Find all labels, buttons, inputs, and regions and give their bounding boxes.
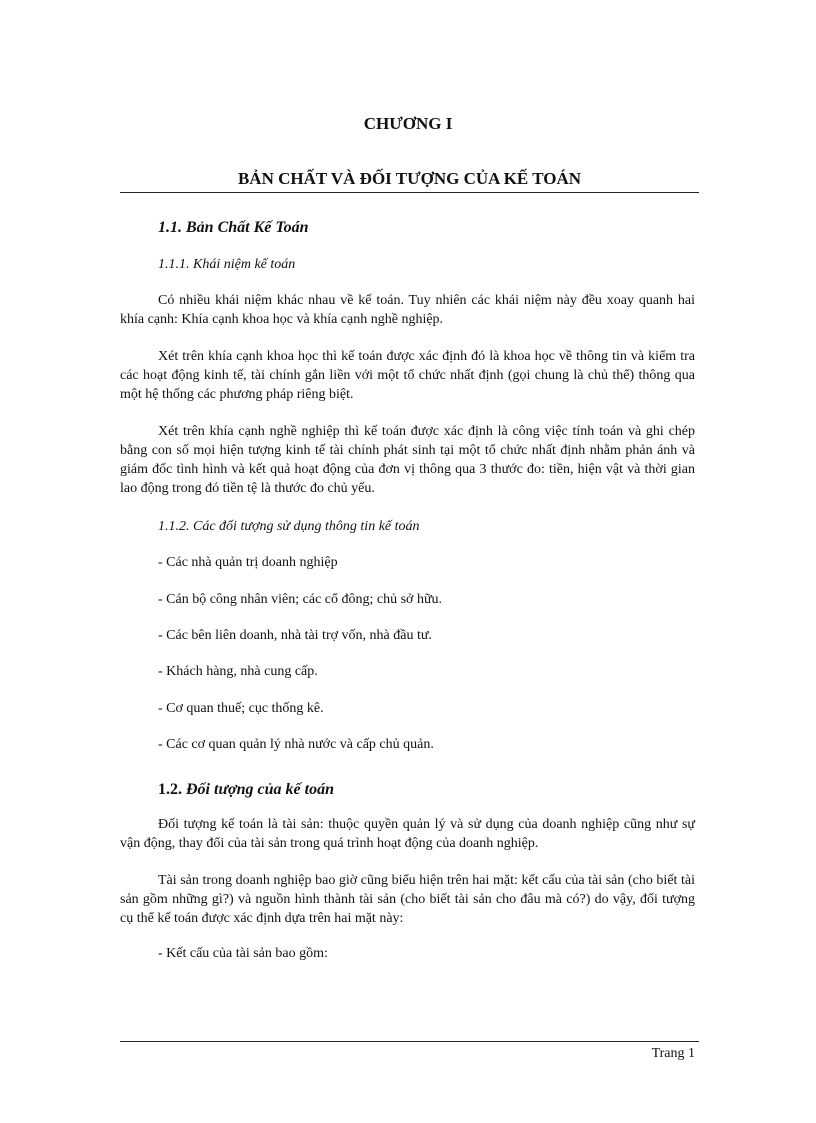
paragraph: Tài sản trong doanh nghiệp bao giờ cũng biểu hiện trên hai mặt: kết cấu của tài sản (cho biết tài sản gồm những gì?) và nguồn hình thành tài sản (cho biết tài sản cho đâu mà có?) do vậy, đối tượng cụ thể kế toán được xác định dựa trên hai mặt này:: [120, 873, 695, 926]
chapter-label: CHƯƠNG I: [363, 114, 453, 133]
title-underline: [120, 192, 699, 193]
section-1-2-title: Đối tượng của kế toán: [186, 781, 334, 798]
footer-rule: [120, 1041, 699, 1042]
paragraph: Có nhiều khái niệm khác nhau về kế toán. Tuy nhiên các khái niệm này đều xoay quanh hai khía cạnh: Khía cạnh khoa học và khía cạnh nghề nghiệp.: [120, 293, 695, 327]
list-item: - Các nhà quản trị doanh nghiệp: [158, 555, 338, 570]
list-item: - Kết cấu của tài sản bao gồm:: [158, 946, 328, 961]
section-1-1-2-heading: 1.1.2. Các đối tượng sử dụng thông tin kế toán: [158, 519, 420, 534]
paragraph: Đối tượng kế toán là tài sản: thuộc quyền quản lý và sử dụng của doanh nghiệp cũng như sự vận động, thay đổi của tài sản trong quá trình hoạt động của doanh nghiệp.: [120, 817, 695, 851]
paragraph: Xét trên khía cạnh nghề nghiệp thì kế toán được xác định là công việc tính toán và ghi chép bằng con số mọi hiện tượng kinh tế tài chính phát sinh tại một tổ chức nhất định nhằm phản ánh và giám đốc tình hình và kết quả hoạt động của đơn vị thông qua 3 thước đo: tiền, hiện vật và thời gian lao động trong đó tiền tệ là thước đo chủ yếu.: [120, 424, 695, 496]
section-1-2-heading: [158, 781, 334, 799]
list-item: - Các cơ quan quản lý nhà nước và cấp chủ quản.: [158, 737, 434, 752]
list-item: - Cơ quan thuế; cục thống kê.: [158, 701, 324, 716]
list-item: - Khách hàng, nhà cung cấp.: [158, 664, 318, 679]
section-1-1-1-heading: 1.1.1. Khái niệm kế toán: [158, 257, 296, 272]
list-item: - Cán bộ công nhân viên; các cổ đông; chủ sở hữu.: [158, 592, 443, 607]
section-1-1-heading: 1.1. Bản Chất Kế Toán: [158, 219, 309, 236]
list-item: - Các bên liên doanh, nhà tài trợ vốn, nhà đầu tư.: [158, 628, 432, 643]
page-number: Trang 1: [651, 1046, 695, 1061]
paragraph: Xét trên khía cạnh khoa học thì kế toán được xác định đó là khoa học về thông tin và kiểm tra các hoạt động kinh tế, tài chính gắn liền với một tổ chức nhất định (gọi chung là chủ thể) thông qua một hệ thống các phương pháp riêng biệt.: [120, 349, 695, 402]
chapter-title: BẢN CHẤT VÀ ĐỐI TƯỢNG CỦA KẾ TOÁN: [237, 169, 582, 188]
section-1-2-number: 1.2.: [158, 781, 186, 798]
